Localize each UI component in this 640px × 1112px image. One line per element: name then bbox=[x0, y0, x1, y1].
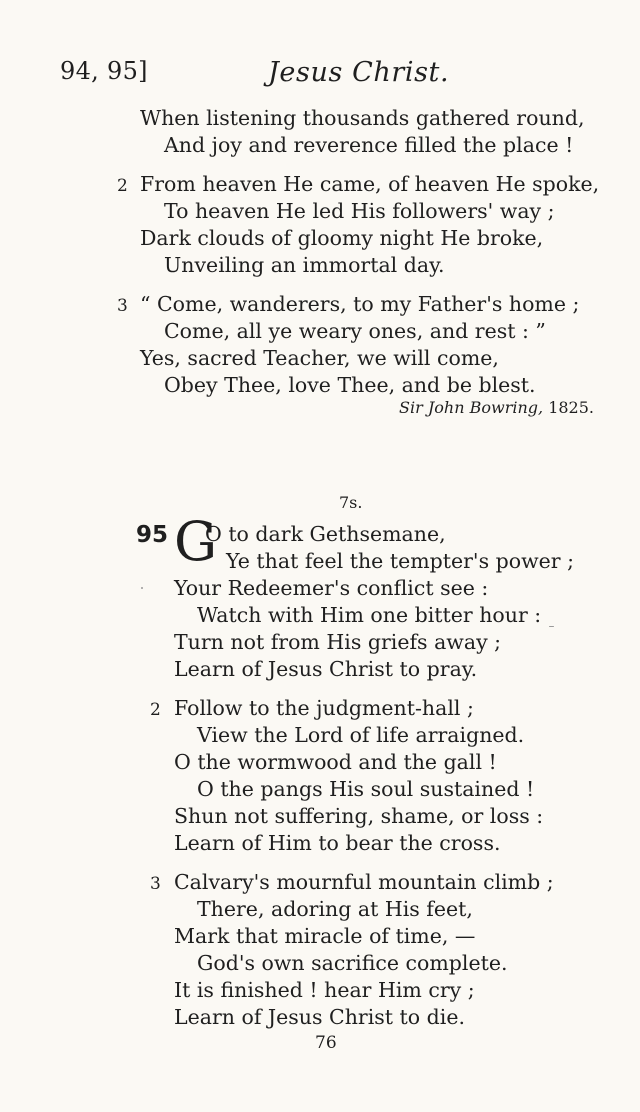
hymn-number: 95 bbox=[136, 522, 169, 548]
verse-line: Your Redeemer's conflict see : bbox=[174, 576, 489, 600]
page-number: 76 bbox=[315, 1033, 337, 1053]
verse-line: View the Lord of life arraigned. bbox=[197, 723, 525, 747]
verse-line: Come, all ye weary ones, and rest : ” bbox=[164, 319, 546, 343]
verse-line: Follow to the judgment-hall ; bbox=[174, 696, 474, 720]
verse-line: There, adoring at His feet, bbox=[197, 897, 473, 921]
verse-line: Dark clouds of gloomy night He broke, bbox=[140, 226, 544, 250]
verse-line: Yes, sacred Teacher, we will come, bbox=[140, 346, 499, 370]
hymn94-continued-line: And joy and reverence filled the place ! bbox=[164, 133, 574, 157]
verse-line: Turn not from His griefs away ; bbox=[174, 630, 502, 654]
verse-line: Watch with Him one bitter hour : bbox=[197, 603, 542, 627]
stanza-number: 2 bbox=[117, 176, 128, 196]
verse-line: Learn of Jesus Christ to die. bbox=[174, 1005, 465, 1029]
stanza-number: 3 bbox=[150, 874, 161, 894]
hymn94-continued-line: When listening thousands gathered round, bbox=[140, 106, 585, 130]
author-attribution bbox=[399, 398, 594, 417]
verse-line: Ye that feel the tempter's power ; bbox=[226, 549, 574, 573]
author-year: 1825. bbox=[548, 398, 594, 417]
author-name: Sir John Bowring, bbox=[399, 398, 544, 417]
print-speck bbox=[141, 587, 143, 589]
verse-line: Shun not suffering, shame, or loss : bbox=[174, 804, 544, 828]
verse-line: O the pangs His soul sustained ! bbox=[197, 777, 535, 801]
verse-line: To heaven He led His followers' way ; bbox=[164, 199, 555, 223]
verse-line: Calvary's mournful mountain climb ; bbox=[174, 870, 554, 894]
stanza-number: 2 bbox=[150, 700, 161, 720]
verse-line: Obey Thee, love Thee, and be blest. bbox=[164, 373, 536, 397]
verse-line: O the wormwood and the gall ! bbox=[174, 750, 497, 774]
verse-line: God's own sacrifice complete. bbox=[197, 951, 508, 975]
verse-line: From heaven He came, of heaven He spoke, bbox=[140, 172, 600, 196]
verse-line: It is finished ! hear Him cry ; bbox=[174, 978, 475, 1002]
verse-line: O to dark Gethsemane, bbox=[205, 522, 446, 546]
verse-line: Learn of Jesus Christ to pray. bbox=[174, 657, 478, 681]
verse-line: “ Come, wanderers, to my Father's home ; bbox=[140, 292, 580, 316]
verse-line: Unveiling an immortal day. bbox=[164, 253, 445, 277]
verse-line: Mark that miracle of time, — bbox=[174, 924, 476, 948]
print-speck bbox=[549, 626, 554, 627]
meter-label: 7s. bbox=[339, 493, 363, 512]
running-head-title: Jesus Christ. bbox=[268, 57, 450, 88]
stanza-number: 3 bbox=[117, 296, 128, 316]
verse-line: Learn of Him to bear the cross. bbox=[174, 831, 501, 855]
running-head-hymn-range: 94, 95] bbox=[60, 57, 148, 85]
drop-cap: G bbox=[174, 510, 218, 573]
